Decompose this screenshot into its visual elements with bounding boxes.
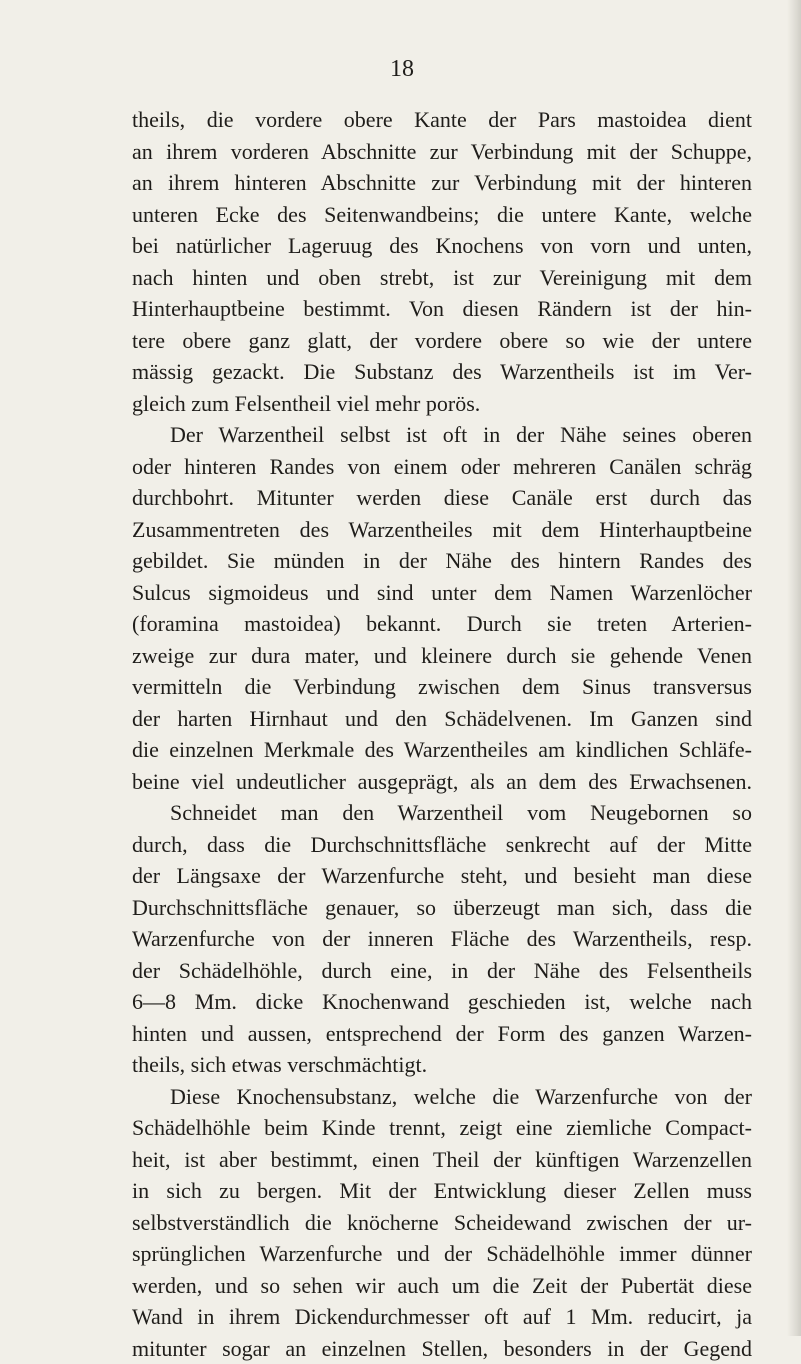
text-line: Sulcus sigmoideus und sind unter dem Namen Warzenlöcher <box>132 577 752 609</box>
text-line: Diese Knochensubstanz, welche die Warzenfurche von der <box>132 1081 752 1113</box>
text-line: Schneidet man den Warzentheil vom Neugebornen so <box>132 797 752 829</box>
text-line: der Schädelhöhle, durch eine, in der Nähe des Felsentheils <box>132 955 752 987</box>
text-line: 6—8 Mm. dicke Knochenwand geschieden ist, welche nach <box>132 986 752 1018</box>
text-line: der Längsaxe der Warzenfurche steht, und besieht man diese <box>132 860 752 892</box>
text-line: Zusammentreten des Warzentheiles mit dem Hinterhauptbeine <box>132 514 752 546</box>
text-line: oder hinteren Randes von einem oder mehreren Canälen schräg <box>132 451 752 483</box>
text-line: beine viel undeutlicher ausgeprägt, als an dem des Erwachsenen. <box>132 766 752 798</box>
text-line: vermitteln die Verbindung zwischen dem Sinus transversus <box>132 671 752 703</box>
body-text <box>132 104 752 1364</box>
text-line: an ihrem hinteren Abschnitte zur Verbindung mit der hinteren <box>132 167 752 199</box>
page-edge-shadow <box>787 0 801 1336</box>
text-line: der harten Hirnhaut und den Schädelvenen. Im Ganzen sind <box>132 703 752 735</box>
text-line: theils, sich etwas verschmächtigt. <box>132 1049 752 1081</box>
text-line: Durchschnittsfläche genauer, so überzeugt man sich, dass die <box>132 892 752 924</box>
text-line: hinten und aussen, entsprechend der Form des ganzen Warzen- <box>132 1018 752 1050</box>
text-line: die einzelnen Merkmale des Warzentheiles am kindlichen Schläfe- <box>132 734 752 766</box>
text-line: zweige zur dura mater, und kleinere durch sie gehende Venen <box>132 640 752 672</box>
text-line: theils, die vordere obere Kante der Pars mastoidea dient <box>132 104 752 136</box>
text-line: durchbohrt. Mitunter werden diese Canäle erst durch das <box>132 482 752 514</box>
text-line: mitunter sogar an einzelnen Stellen, besonders in der Gegend <box>132 1333 752 1364</box>
text-line: Wand in ihrem Dickendurchmesser oft auf 1 Mm. reducirt, ja <box>132 1301 752 1333</box>
text-line: tere obere ganz glatt, der vordere obere so wie der untere <box>132 325 752 357</box>
text-line: heit, ist aber bestimmt, einen Theil der künftigen Warzenzellen <box>132 1144 752 1176</box>
text-line: gleich zum Felsentheil viel mehr porös. <box>132 388 752 420</box>
text-line: sprünglichen Warzenfurche und der Schädelhöhle immer dünner <box>132 1238 752 1270</box>
text-line: durch, dass die Durchschnittsfläche senkrecht auf der Mitte <box>132 829 752 861</box>
text-line: werden, und so sehen wir auch um die Zeit der Pubertät diese <box>132 1270 752 1302</box>
text-line: unteren Ecke des Seitenwandbeins; die untere Kante, welche <box>132 199 752 231</box>
text-line: Schädelhöhle beim Kinde trennt, zeigt eine ziemliche Compact- <box>132 1112 752 1144</box>
text-line: Hinterhauptbeine bestimmt. Von diesen Rändern ist der hin- <box>132 293 752 325</box>
text-line: (foramina mastoidea) bekannt. Durch sie treten Arterien- <box>132 608 752 640</box>
text-line: in sich zu bergen. Mit der Entwicklung dieser Zellen muss <box>132 1175 752 1207</box>
text-line: nach hinten und oben strebt, ist zur Vereinigung mit dem <box>132 262 752 294</box>
text-line: an ihrem vorderen Abschnitte zur Verbindung mit der Schuppe, <box>132 136 752 168</box>
text-line: gebildet. Sie münden in der Nähe des hintern Randes des <box>132 545 752 577</box>
text-line: bei natürlicher Lageruug des Knochens von vorn und unten, <box>132 230 752 262</box>
page-number: 18 <box>372 56 432 82</box>
text-line: selbstverständlich die knöcherne Scheidewand zwischen der ur- <box>132 1207 752 1239</box>
text-line: mässig gezackt. Die Substanz des Warzentheils ist im Ver- <box>132 356 752 388</box>
text-line: Warzenfurche von der inneren Fläche des Warzentheils, resp. <box>132 923 752 955</box>
text-line: Der Warzentheil selbst ist oft in der Nähe seines oberen <box>132 419 752 451</box>
